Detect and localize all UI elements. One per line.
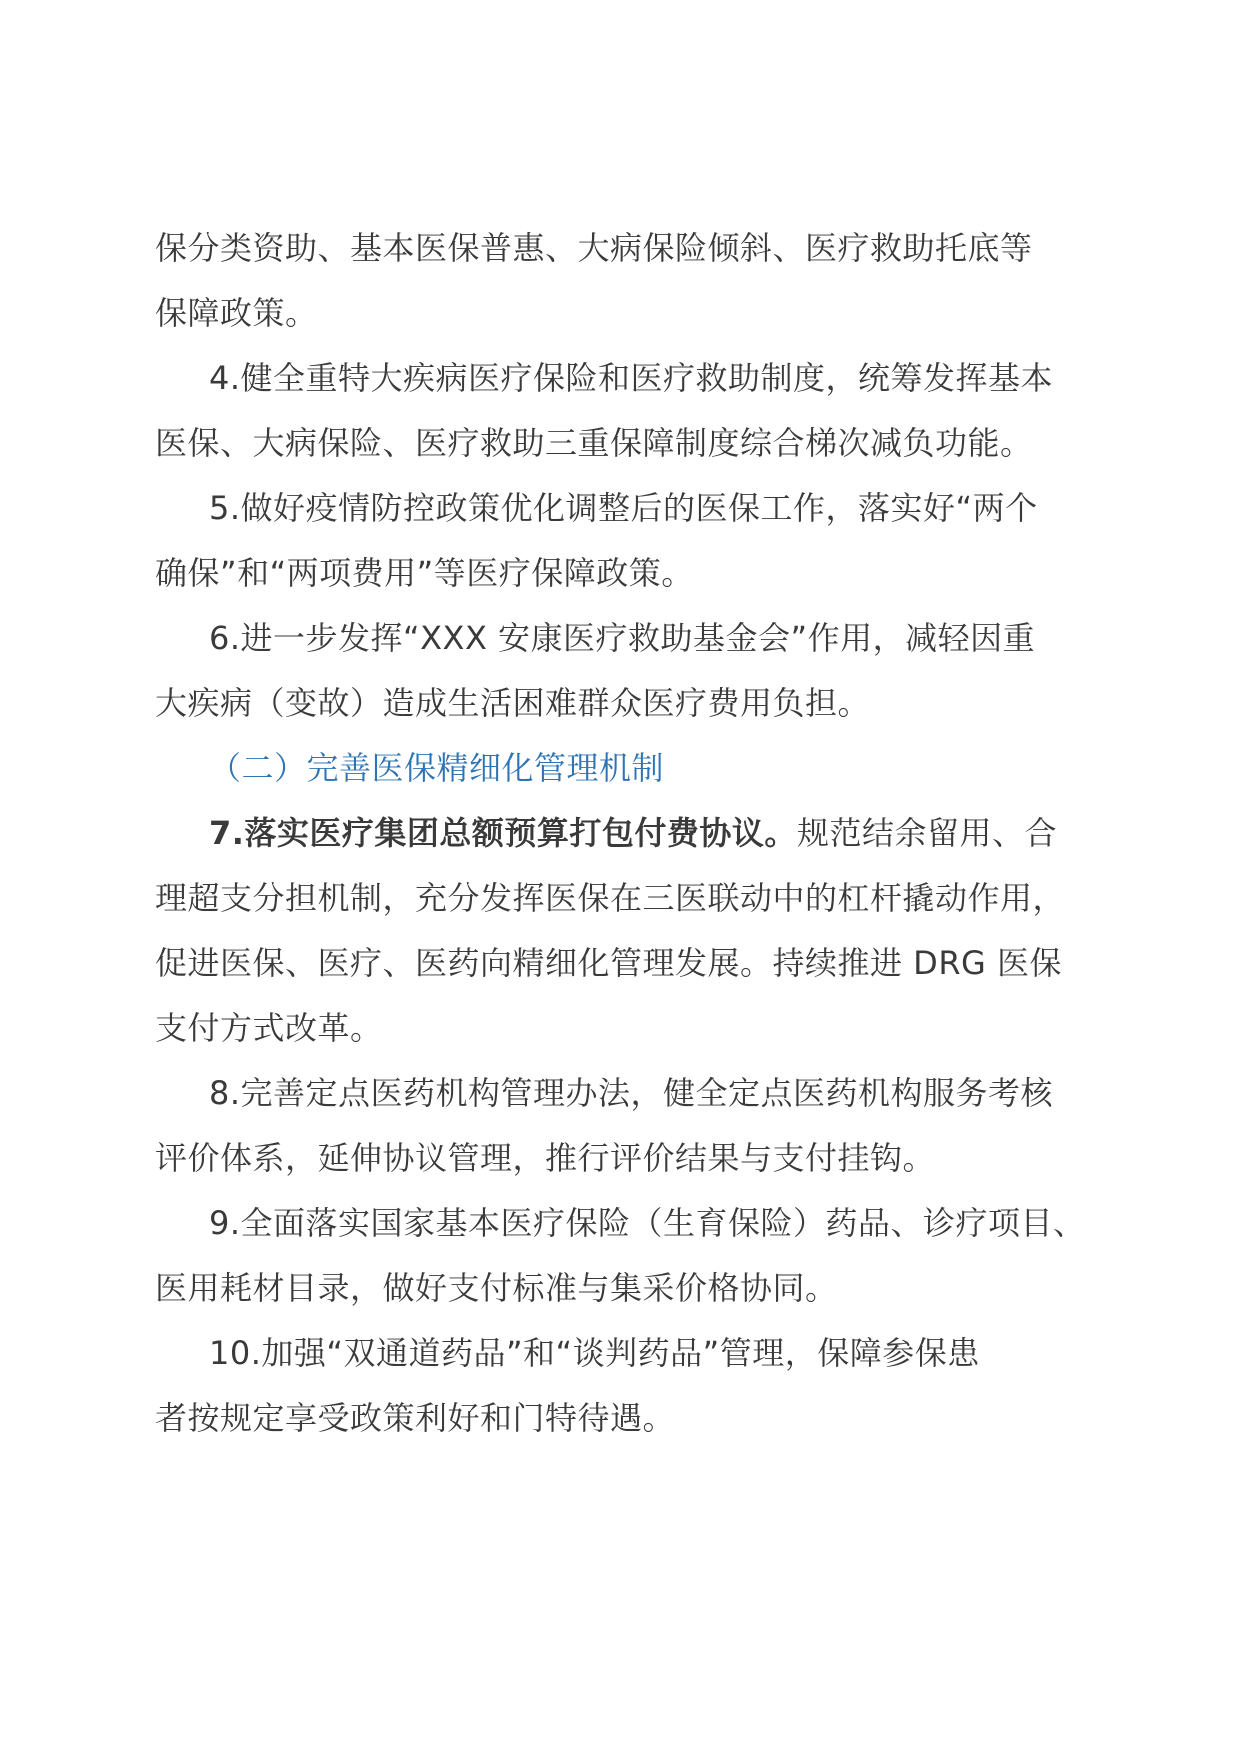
paragraph-line: 确保”和“两项费用”等医疗保障政策。 [155, 554, 694, 592]
paragraph-line: 促进医保、医疗、医药向精细化管理发展。持续推进 DRG 医保 [155, 944, 1063, 982]
paragraph-line: 医保、大病保险、医疗救助三重保障制度综合梯次减负功能。 [155, 424, 1033, 462]
paragraph-line: 者按规定享受政策利好和门特待遇。 [155, 1399, 676, 1437]
paragraph-line: 5.做好疫情防控政策优化调整后的医保工作，落实好“两个 [209, 489, 1038, 527]
paragraph-line: 医用耗材目录，做好支付标准与集采价格协同。 [155, 1269, 838, 1307]
paragraph-line: 4.健全重特大疾病医疗保险和医疗救助制度，统筹发挥基本 [209, 359, 1054, 397]
section-heading: （二）完善医保精细化管理机制 [209, 749, 665, 787]
paragraph-line: 大疾病（变故）造成生活困难群众医疗费用负担。 [155, 684, 871, 722]
paragraph-line: 评价体系，延伸协议管理，推行评价结果与支付挂钩。 [155, 1139, 936, 1177]
paragraph-line: 9.全面落实国家基本医疗保险（生育保险）药品、诊疗项目、 [209, 1204, 1086, 1242]
paragraph-line: 6.进一步发挥“XXX 安康医疗救助基金会”作用，减轻因重 [209, 619, 1036, 657]
paragraph-line: 8.完善定点医药机构管理办法，健全定点医药机构服务考核 [209, 1074, 1054, 1112]
item-text: 规范结余留用、合 [796, 814, 1057, 852]
item-title: 7.落实医疗集团总额预算打包付费协议。 [209, 814, 797, 852]
paragraph-line: 10.加强“双通道药品”和“谈判药品”管理，保障参保患 [209, 1334, 980, 1372]
paragraph-line: 理超支分担机制，充分发挥医保在三医联动中的杠杆撬动作用， [155, 879, 1066, 917]
paragraph-line: 保分类资助、基本医保普惠、大病保险倾斜、医疗救助托底等 [155, 229, 1033, 267]
paragraph-line: 保障政策。 [155, 294, 318, 332]
paragraph-line: 支付方式改革。 [155, 1009, 383, 1047]
paragraph-line [209, 813, 1057, 853]
